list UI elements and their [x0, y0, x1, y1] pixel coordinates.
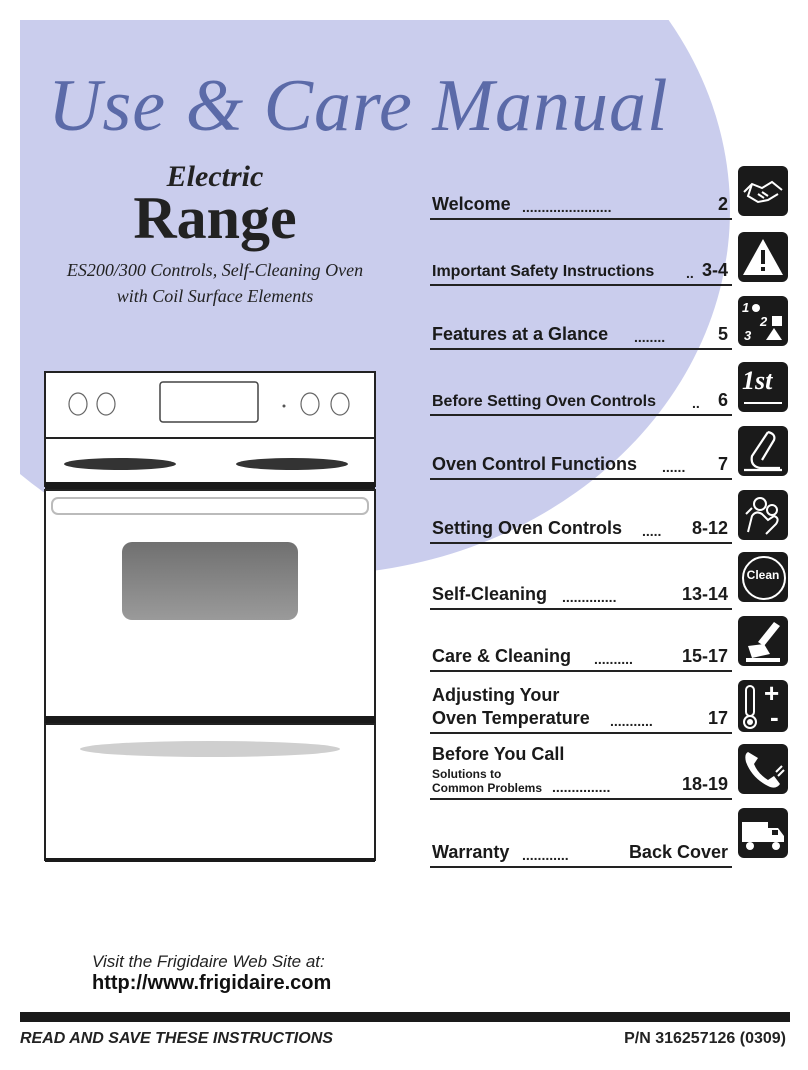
- toc-label-line-2: Oven Temperature: [432, 708, 590, 728]
- thermometer-plus: +: [764, 680, 780, 708]
- svg-text:2: 2: [760, 314, 768, 329]
- footer-rule: [20, 1012, 790, 1022]
- first-icon: [738, 362, 788, 412]
- website-url[interactable]: http://www.frigidaire.com: [92, 972, 332, 994]
- toc-dots: .......................: [522, 199, 612, 215]
- toc-dots: ..: [692, 395, 700, 411]
- toc-page: 7: [717, 454, 728, 474]
- toc-dots: .....: [642, 523, 662, 539]
- toc-page: 5: [717, 324, 728, 344]
- toc-page: 3-4: [701, 260, 728, 280]
- toc-label: Welcome: [432, 194, 511, 214]
- toc-dots: ..: [686, 265, 694, 281]
- toc-row-adjusting-temperature[interactable]: [430, 685, 732, 734]
- first-icon-text: 1st: [742, 366, 773, 395]
- toc-label: Before You Call: [432, 744, 565, 764]
- toc-row-before-setting[interactable]: [430, 390, 732, 416]
- cleaning-brush-icon: [738, 616, 788, 666]
- clean-icon-text: Clean: [746, 568, 780, 582]
- toc-page: 15-17: [681, 646, 728, 666]
- toc-label: Self-Cleaning: [432, 584, 548, 604]
- visit-website-text: Visit the Frigidaire Web Site at:: [92, 952, 325, 971]
- toc-page: 18-19: [681, 774, 728, 794]
- toc-label: Care & Cleaning: [432, 646, 572, 666]
- toc-page: 13-14: [681, 584, 728, 604]
- toc-row-oven-control-functions[interactable]: [430, 454, 732, 480]
- manual-title: Use & Care Manual: [48, 65, 669, 147]
- toc-dots: ..........: [594, 651, 633, 667]
- delivery-truck-icon: [738, 808, 788, 858]
- part-number: P/N 316257126 (0309): [624, 1030, 786, 1047]
- thermometer-minus: -: [770, 702, 779, 732]
- finger-press-icon: [738, 426, 788, 476]
- toc-row-care-cleaning[interactable]: [430, 646, 732, 672]
- toc-dots: ............: [522, 847, 569, 863]
- handshake-icon: [738, 166, 788, 216]
- subtitle-electric: Electric: [166, 160, 264, 193]
- toc-label: Features at a Glance: [432, 324, 609, 344]
- toc-dots: ...........: [610, 713, 653, 729]
- toc-label: Warranty: [432, 842, 510, 862]
- toc-row-safety[interactable]: [430, 260, 732, 286]
- warning-icon: [738, 232, 788, 282]
- toc-label: Adjusting Your: [432, 685, 560, 705]
- toc-sublabel-1: Solutions to: [432, 767, 502, 781]
- description-line-2: with Coil Surface Elements: [116, 286, 314, 306]
- svg-text:3: 3: [744, 328, 752, 343]
- toc-page: 8-12: [691, 518, 728, 538]
- toc-page: Back Cover: [628, 842, 728, 862]
- toc-row-self-cleaning[interactable]: [430, 584, 732, 610]
- description-line-1: ES200/300 Controls, Self-Cleaning Oven: [66, 260, 364, 280]
- subtitle-range: Range: [133, 185, 297, 251]
- toc-page: 17: [707, 708, 728, 728]
- toc-label: Important Safety Instructions: [432, 263, 655, 280]
- toc-label: Setting Oven Controls: [432, 518, 623, 538]
- toc-row-warranty[interactable]: [430, 842, 732, 868]
- read-save-instructions: READ AND SAVE THESE INSTRUCTIONS: [20, 1030, 333, 1047]
- range-illustration: [40, 368, 380, 868]
- toc-label: Oven Control Functions: [432, 454, 637, 474]
- toc-sublabel-2: Common Problems: [432, 781, 543, 795]
- toc-page: 6: [717, 390, 728, 410]
- numbered-shapes-icon: [738, 296, 788, 346]
- toc-row-welcome[interactable]: [430, 194, 732, 220]
- toc-dots: ......: [662, 459, 686, 475]
- toc-row-setting-oven-controls[interactable]: [430, 518, 732, 544]
- toc-row-features[interactable]: [430, 324, 732, 350]
- hand-control-icon: [738, 490, 788, 540]
- toc-label: Before Setting Oven Controls: [432, 393, 657, 410]
- toc-dots: ..............: [562, 589, 617, 605]
- thermometer-icon: [738, 680, 788, 732]
- telephone-icon: [738, 744, 788, 794]
- toc-page: 2: [717, 194, 728, 214]
- svg-text:1: 1: [742, 300, 750, 315]
- toc-dots: ........: [634, 329, 666, 345]
- toc-row-before-you-call[interactable]: [430, 744, 732, 800]
- clean-icon: [738, 552, 788, 602]
- toc-dots: ...............: [552, 779, 611, 795]
